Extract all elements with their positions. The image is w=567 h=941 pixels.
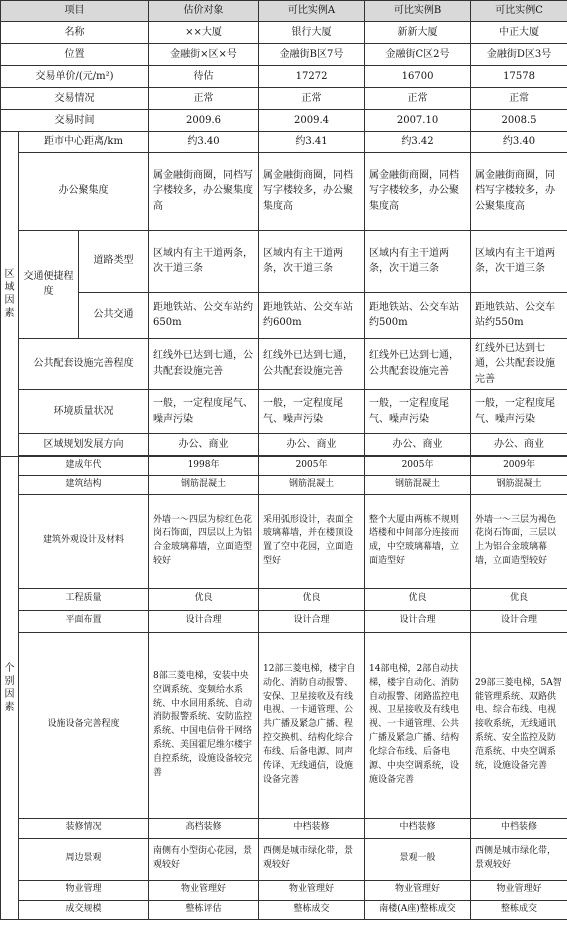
table-cell: 整栋成交 xyxy=(259,900,365,919)
row-label: 交通便捷程度 xyxy=(19,230,79,338)
table-row xyxy=(1,818,567,838)
table-cell: 办公、商业 xyxy=(365,434,471,456)
table-cell: 钢筋混凝土 xyxy=(149,475,259,494)
group-label-individual: 个别因素 xyxy=(1,457,19,920)
table-cell: 约3.41 xyxy=(259,132,365,153)
table-row xyxy=(1,494,567,588)
table-cell: 优良 xyxy=(471,588,567,610)
table-cell: 正常 xyxy=(259,88,365,110)
table-cell: 约3.42 xyxy=(365,132,471,153)
table-cell: 整栋评估 xyxy=(149,900,259,919)
table-cell: 距地铁站、公交车站约650m xyxy=(149,292,259,338)
table-cell: 属金融街商圈，同档写字楼较多，办公聚集度高 xyxy=(149,152,259,230)
header-row xyxy=(1,1,567,22)
table-cell: 设计合理 xyxy=(259,610,365,632)
table-cell: 设计合理 xyxy=(365,610,471,632)
table-cell: 属金融街商圈，同档写字楼较多，办公聚集度高 xyxy=(365,152,471,230)
table-cell: 金融街B区7号 xyxy=(259,44,365,66)
row-label: 位置 xyxy=(1,44,149,66)
row-label: 周边景观 xyxy=(19,838,149,880)
table-row xyxy=(1,88,567,110)
table-cell: 正常 xyxy=(471,88,567,110)
table-row xyxy=(1,588,567,610)
table-row xyxy=(1,132,567,153)
table-cell: 物业管理好 xyxy=(365,880,471,900)
table-cell: 新新大厦 xyxy=(365,22,471,44)
table-cell: 2008.5 xyxy=(471,110,567,132)
table-row xyxy=(1,292,567,338)
table-cell: 整栋成交 xyxy=(471,900,567,919)
table-row xyxy=(1,610,567,632)
table-cell: 外墙一～四层为棕红色花岗石饰面，四层以上为铝合金玻璃幕墙，立面造型较好 xyxy=(149,494,259,588)
table-row xyxy=(1,152,567,230)
group-label-regional: 区域因素 xyxy=(1,132,19,457)
table-cell: 中正大厦 xyxy=(471,22,567,44)
row-label: 名称 xyxy=(1,22,149,44)
table-cell: 优良 xyxy=(259,588,365,610)
table-row xyxy=(1,110,567,132)
table-row xyxy=(1,900,567,919)
table-cell: 属金融街商圈，同档写字楼较多，办公聚集度高 xyxy=(471,152,567,230)
table-row xyxy=(1,390,567,434)
table-cell: 钢筋混凝土 xyxy=(259,475,365,494)
header-cell: 项目 xyxy=(1,1,149,22)
table-cell: 17578 xyxy=(471,66,567,88)
row-label: 装修情况 xyxy=(19,818,149,838)
row-label: 设施设备完善程度 xyxy=(19,632,149,818)
table-cell: 红线外已达到七通，公共配套设施完善 xyxy=(259,338,365,390)
row-label: 交易时间 xyxy=(1,110,149,132)
table-cell: 外墙一～三层为褐色花岗石饰面，三层以上为铝合金玻璃幕墙，立面造型较好 xyxy=(471,494,567,588)
table-cell: 2005年 xyxy=(259,457,365,476)
table-cell: 8部三菱电梯，安装中央空调系统、变频给水系统、中水回用系统、自动消防报警系统、安防监控系统、中国电信骨干网络系统、美国霍尼维尔楼宇自控系统，设施设备较完善 xyxy=(149,632,259,818)
table-row xyxy=(1,457,567,476)
table-row xyxy=(1,434,567,456)
table-cell: 约3.40 xyxy=(149,132,259,153)
table-row xyxy=(1,338,567,390)
row-label: 平面布置 xyxy=(19,610,149,632)
table-cell: 优良 xyxy=(149,588,259,610)
row-label: 公共配套设施完善程度 xyxy=(19,338,149,390)
header-cell: 可比实例B xyxy=(365,1,471,22)
table-cell: 16700 xyxy=(365,66,471,88)
table-cell: 正常 xyxy=(365,88,471,110)
row-label: 区域规划发展方向 xyxy=(19,434,149,456)
table-cell: 一般，一定程度尾气、噪声污染 xyxy=(149,390,259,434)
table-cell: 优良 xyxy=(365,588,471,610)
table-cell: 金融街C区2号 xyxy=(365,44,471,66)
table-cell: 西侧是城市绿化带，景观较好 xyxy=(259,838,365,880)
table-cell: 区域内有主干道两条，次干道三条 xyxy=(259,230,365,292)
table-cell: 17272 xyxy=(259,66,365,88)
table-cell: 待估 xyxy=(149,66,259,88)
table-cell: 14部电梯，2部自动扶梯，楼宇自动化、消防自动报警、闭路监控电视、卫星接收及有线电视、一卡通管理、公共广播及紧急广播、结构化综合布线、后备电源、中央空调系统，设施设备完善 xyxy=(365,632,471,818)
table-cell: 一般，一定程度尾气、噪声污染 xyxy=(259,390,365,434)
table-cell: ××大厦 xyxy=(149,22,259,44)
table-row xyxy=(1,230,567,292)
row-sublabel: 公共交通 xyxy=(79,292,149,338)
row-label: 距市中心距离/km xyxy=(19,132,149,153)
table-cell: 中档装修 xyxy=(259,818,365,838)
table-cell: 金融街D区3号 xyxy=(471,44,567,66)
table-cell: 区域内有主干道两条，次干道三条 xyxy=(365,230,471,292)
table-cell: 中档装修 xyxy=(471,818,567,838)
table-cell: 南侧有小型街心花园，景观较好 xyxy=(149,838,259,880)
table-cell: 设计合理 xyxy=(471,610,567,632)
row-label: 工程质量 xyxy=(19,588,149,610)
table-cell: 2005年 xyxy=(365,457,471,476)
header-cell: 可比实例A xyxy=(259,1,365,22)
table-cell: 物业管理好 xyxy=(149,880,259,900)
row-label: 交易情况 xyxy=(1,88,149,110)
table-cell: 红线外已达到七通，公共配套设施完善 xyxy=(149,338,259,390)
row-label: 交易单价/(元/m²) xyxy=(1,66,149,88)
table-row xyxy=(1,66,567,88)
table-cell: 物业管理好 xyxy=(259,880,365,900)
table-cell: 中档装修 xyxy=(365,818,471,838)
table-cell: 一般，一定程度尾气、噪声污染 xyxy=(365,390,471,434)
table-cell: 钢筋混凝土 xyxy=(471,475,567,494)
table-cell: 银行大厦 xyxy=(259,22,365,44)
table-row xyxy=(1,475,567,494)
table-cell: 2009年 xyxy=(471,457,567,476)
row-label: 物业管理 xyxy=(19,880,149,900)
table-row xyxy=(1,44,567,66)
row-label: 建筑外观设计及材料 xyxy=(19,494,149,588)
table-cell: 采用弧形设计，表面全玻璃幕墙，并在楼顶设置了空中花园，立面造型好 xyxy=(259,494,365,588)
table-row xyxy=(1,22,567,44)
table-cell: 设计合理 xyxy=(149,610,259,632)
table-cell: 办公、商业 xyxy=(471,434,567,456)
row-label: 办公聚集度 xyxy=(19,152,149,230)
table-row xyxy=(1,838,567,880)
header-cell: 估价对象 xyxy=(149,1,259,22)
row-label: 环境质量状况 xyxy=(19,390,149,434)
table-cell: 景观一般 xyxy=(365,838,471,880)
table-cell: 距地铁站、公交车站约600m xyxy=(259,292,365,338)
table-cell: 距地铁站、公交车站约550m xyxy=(471,292,567,338)
table-cell: 一般，一定程度尾气、噪声污染 xyxy=(471,390,567,434)
table-cell: 29部三菱电梯，5A智能管理系统、双路供电、综合布线、电视接收系统，无线通讯系统、安全监控及防范系统、中央空调系统，设施设备完善 xyxy=(471,632,567,818)
table-cell: 物业管理好 xyxy=(471,880,567,900)
table-cell: 1998年 xyxy=(149,457,259,476)
table-cell: 办公、商业 xyxy=(259,434,365,456)
table-cell: 2007.10 xyxy=(365,110,471,132)
table-cell: 属金融街商圈，同档写字楼较多，办公聚集度高 xyxy=(259,152,365,230)
table-cell: 2009.4 xyxy=(259,110,365,132)
table-cell: 约3.40 xyxy=(471,132,567,153)
table-cell: 西侧是城市绿化带，景观较好 xyxy=(471,838,567,880)
table-cell: 南楼(A座)整栋成交 xyxy=(365,900,471,919)
row-label: 成交规模 xyxy=(19,900,149,919)
table-cell: 区域内有主干道两条，次干道三条 xyxy=(149,230,259,292)
row-label: 建成年代 xyxy=(19,457,149,476)
table-row xyxy=(1,632,567,818)
row-label: 建筑结构 xyxy=(19,475,149,494)
row-sublabel: 道路类型 xyxy=(79,230,149,292)
table-cell: 红线外已达到七通，公共配套设施完善 xyxy=(471,338,567,390)
table-cell: 办公、商业 xyxy=(149,434,259,456)
table-cell: 高档装修 xyxy=(149,818,259,838)
table-cell: 钢筋混凝土 xyxy=(365,475,471,494)
table-cell: 正常 xyxy=(149,88,259,110)
table-cell: 2009.6 xyxy=(149,110,259,132)
table-cell: 红线外已达到七通，公共配套设施完善 xyxy=(365,338,471,390)
table-cell: 区域内有主干道两条，次干道三条 xyxy=(471,230,567,292)
table-cell: 整个大厦由两栋不规则塔楼和中间部分连接而成，中空玻璃幕墙，立面造型好 xyxy=(365,494,471,588)
table-cell: 12部三菱电梯，楼宇自动化、消防自动报警、安保、卫星接收及有线电视、一卡通管理、公共广播及紧急广播、程控交换机、结构化综合布线、后备电源、同声传译、无线通信，设施设备完善 xyxy=(259,632,365,818)
header-cell: 可比实例C xyxy=(471,1,567,22)
table-cell: 距地铁站、公交车站约500m xyxy=(365,292,471,338)
table-row xyxy=(1,880,567,900)
table-cell: 金融街×区×号 xyxy=(149,44,259,66)
